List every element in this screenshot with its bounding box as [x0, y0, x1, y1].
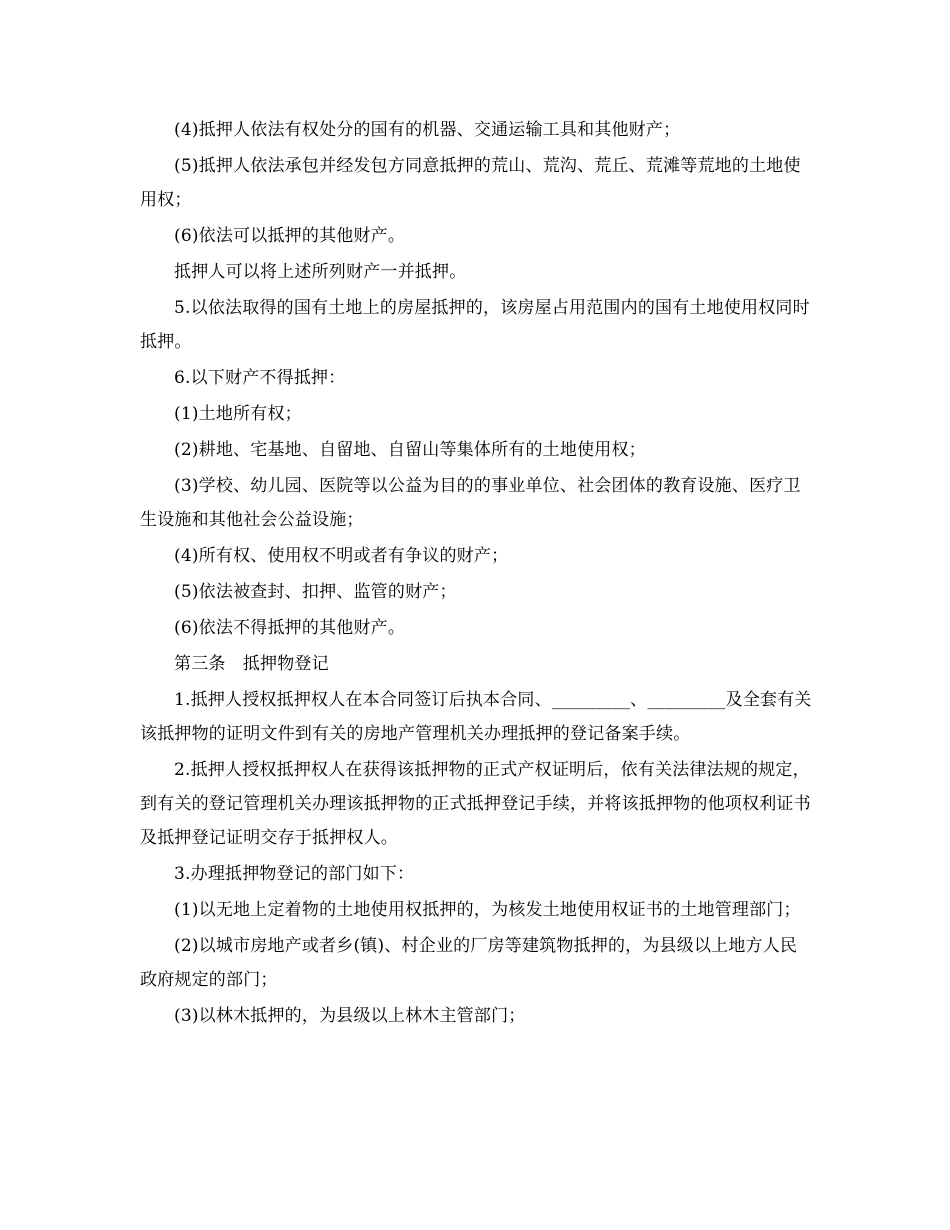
paragraph: 6.以下财产不得抵押： — [174, 368, 346, 388]
paragraph: 2.抵押人授权抵押权人在获得该抵押物的正式产权证明后，依有关法律法规的规定，到有关的登记管理机关办理该抵押物的正式抵押登记手续，并将该抵押物的他项权利证书及抵押登记证明交存于抵押权人。 — [140, 760, 811, 848]
paragraph: 5.以依法取得的国有土地上的房屋抵押的，该房屋占用范围内的国有土地使用权同时抵押。 — [140, 298, 810, 352]
document-body — [140, 113, 812, 1035]
paragraph: (5)依法被查封、扣押、监管的财产； — [174, 582, 457, 602]
paragraph: (3)以林木抵押的，为县级以上林木主管部门； — [174, 1006, 526, 1026]
paragraph: (6)依法不得抵押的其他财产。 — [174, 618, 406, 638]
paragraph: 3.办理抵押物登记的部门如下： — [174, 864, 415, 884]
paragraph: (2)耕地、宅基地、自留地、自留山等集体所有的土地使用权； — [174, 440, 646, 460]
paragraph: (1)土地所有权； — [174, 404, 302, 424]
paragraph: (4)抵押人依法有权处分的国有的机器、交通运输工具和其他财产； — [174, 120, 681, 140]
paragraph: (2)以城市房地产或者乡(镇)、村企业的厂房等建筑物抵押的，为县级以上地方人民政府规定的部门； — [140, 936, 798, 990]
paragraph: 抵押人可以将上述所列财产一并抵押。 — [174, 262, 467, 282]
paragraph: (4)所有权、使用权不明或者有争议的财产； — [174, 546, 509, 566]
paragraph: (1)以无地上定着物的土地使用权抵押的，为核发土地使用权证书的土地管理部门； — [174, 900, 801, 920]
section-heading: 第三条 抵押物登记 — [174, 654, 329, 674]
paragraph: (3)学校、幼儿园、医院等以公益为目的的事业单位、社会团体的教育设施、医疗卫生设施和其他社会公益设施； — [140, 476, 801, 530]
paragraph: (5)抵押人依法承包并经发包方同意抵押的荒山、荒沟、荒丘、荒滩等荒地的土地使用权； — [140, 156, 801, 210]
paragraph: 1.抵押人授权抵押权人在本合同签订后执本合同、_________、_________及全套有关该抵押物的证明文件到有关的房地产管理机关办理抵押的登记备案手续。 — [140, 690, 812, 744]
paragraph: (6)依法可以抵押的其他财产。 — [174, 226, 406, 246]
